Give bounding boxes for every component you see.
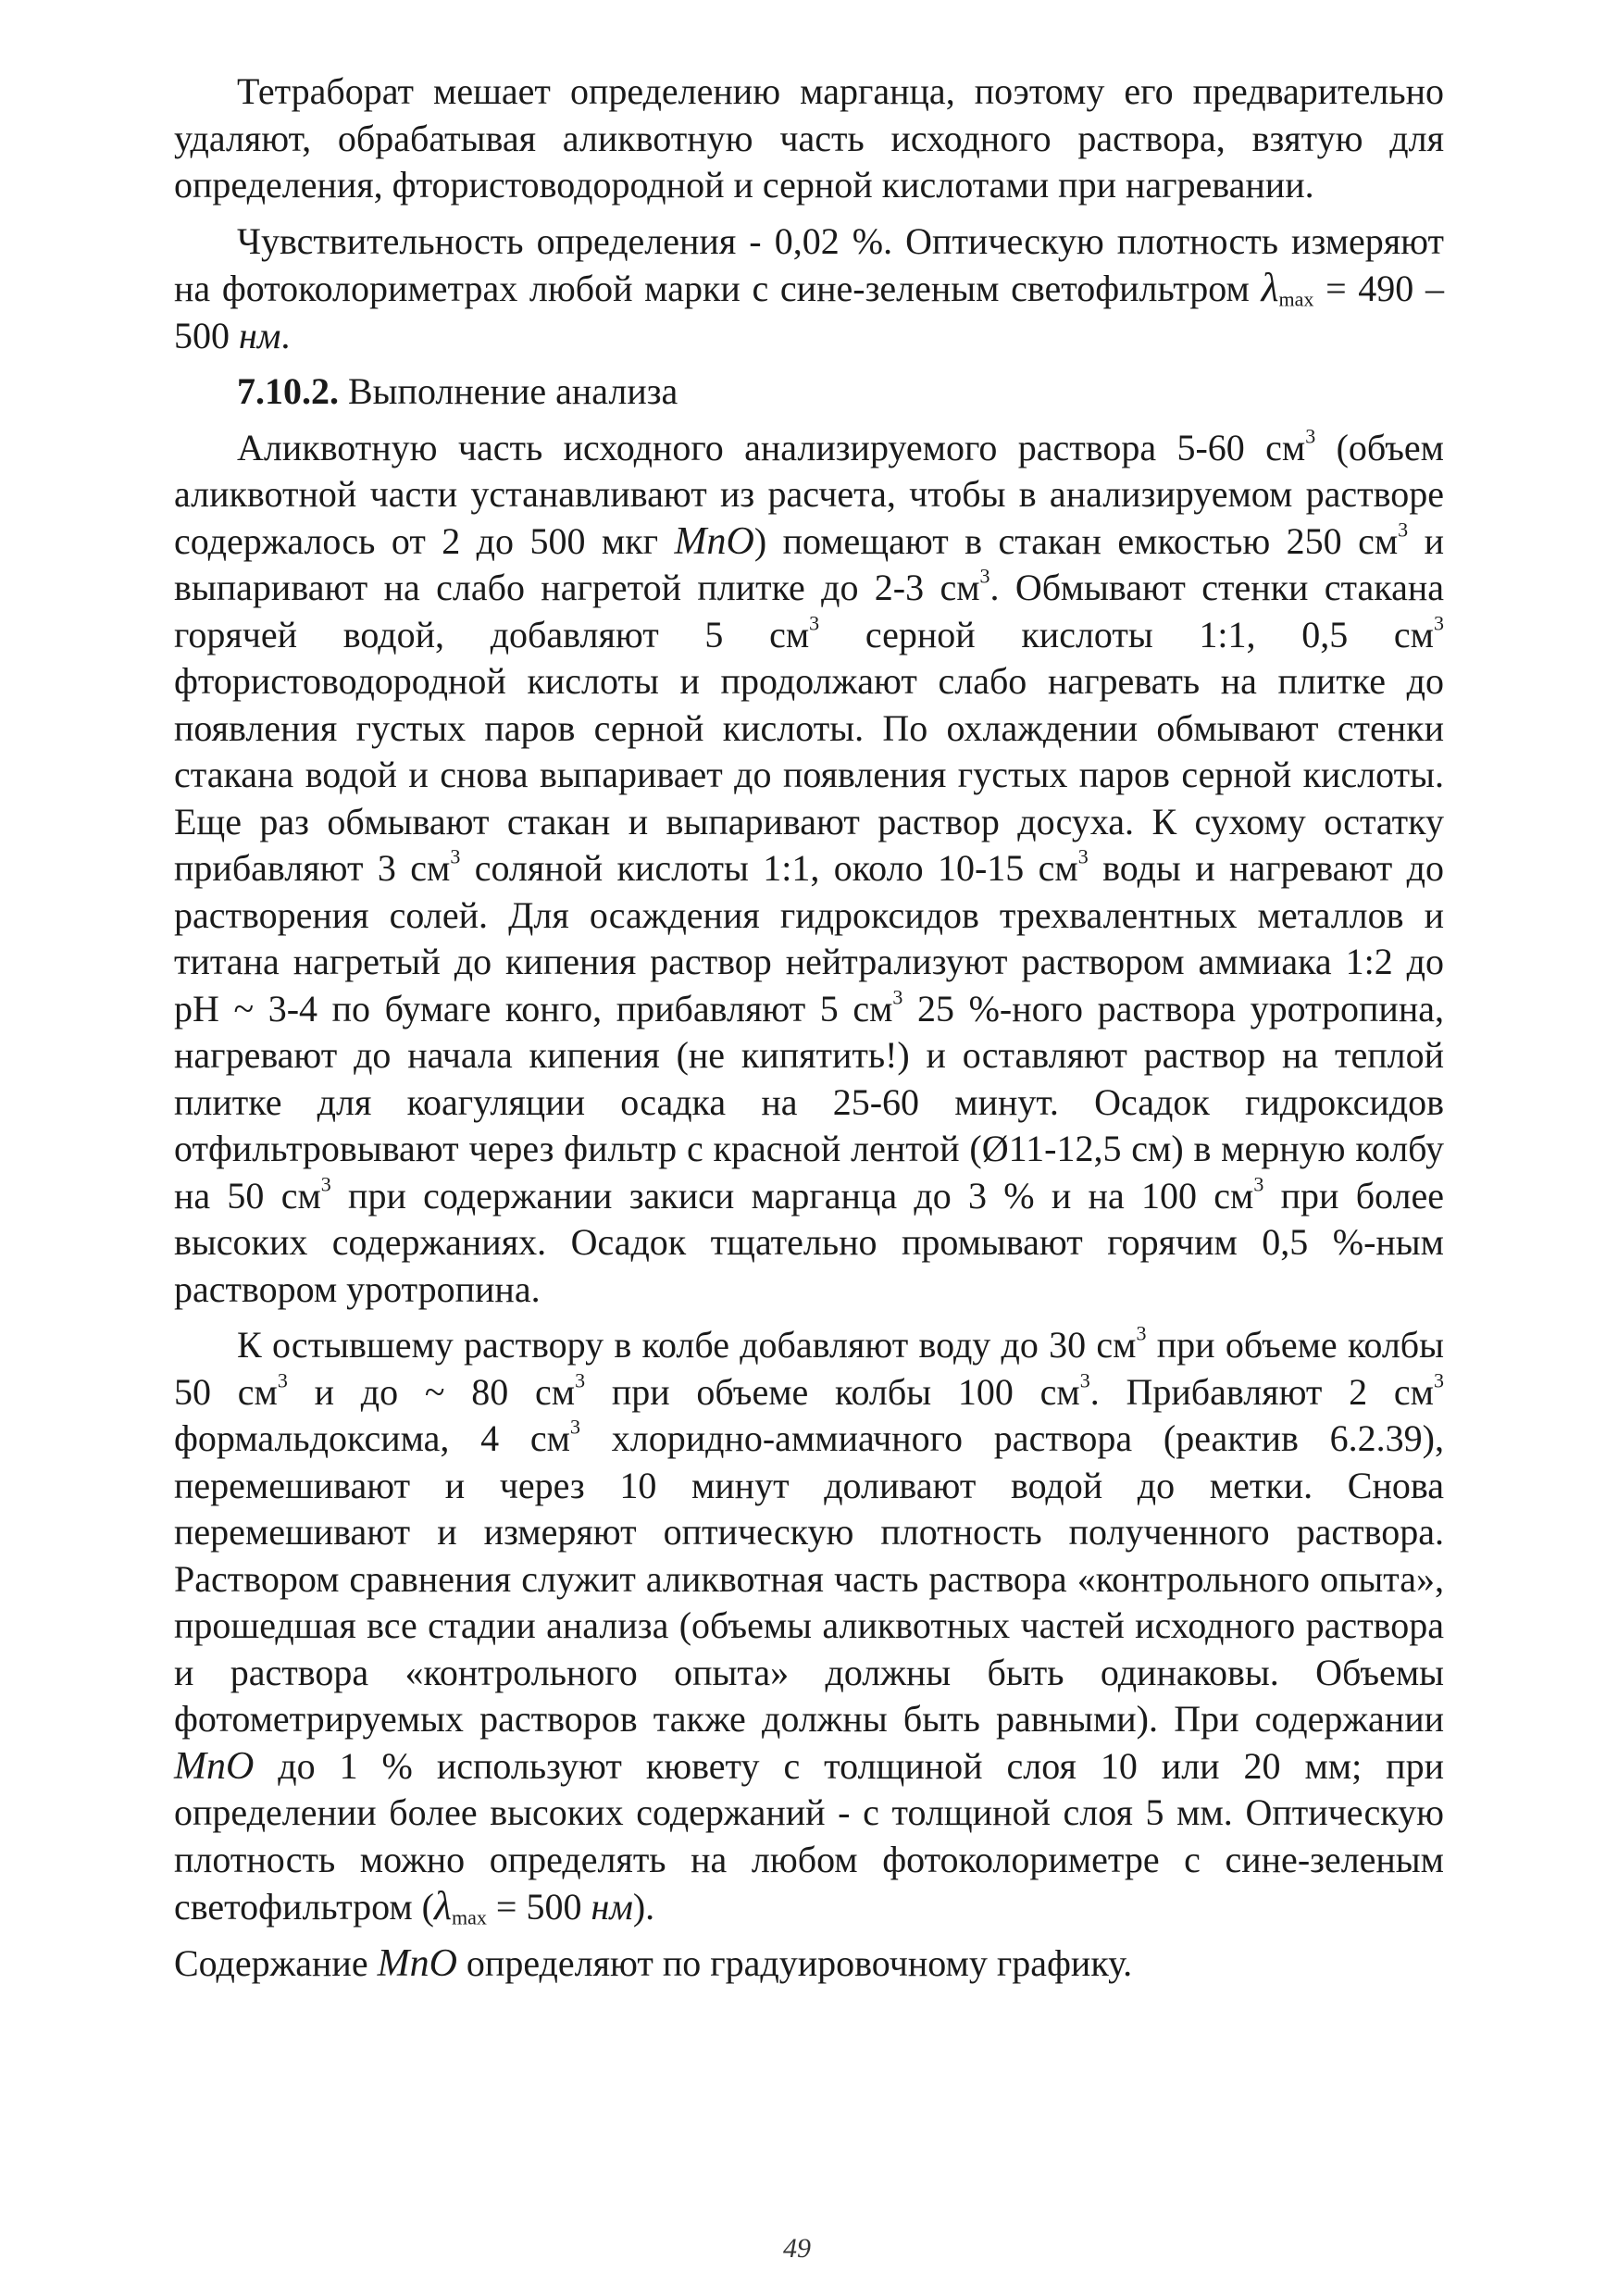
text-run: соляной кислоты 1:1, около 10-15 см [460,847,1078,889]
lambda-symbol: λ [433,1883,453,1928]
formula-mno: MnO [377,1941,457,1985]
superscript: 3 [320,1171,331,1195]
superscript: 3 [575,1367,586,1391]
text-run: К остывшему раствору в колбе добавляют воду до 30 см [237,1324,1137,1366]
unit-nm: нм [591,1886,633,1928]
paragraph-procedure [174,425,1444,1314]
text-run: . Обмывают стенки стакана горячей водой, добавляют 5 см [174,567,1444,655]
paragraph-text: Тетраборат мешает определению марганца, поэтому его предварительно удаляют, обрабатывая аликвотную часть исходного раствора, взятую для определения, фтористоводородной и серной кислотами при нагревании. [174,70,1444,206]
lambda-subscript: max [1278,287,1314,311]
lambda-subscript: max [452,1905,487,1929]
text-run: Содержание [174,1941,378,1984]
superscript: 3 [1253,1171,1264,1195]
text-run: при объеме колбы 50 см [174,1324,1445,1413]
punctuation: ). [632,1886,655,1928]
wavelength-range: = 490 – 500 [174,268,1444,356]
unit-nm: нм [239,314,281,356]
section-heading [174,368,1444,416]
text-run: и выпаривают на слабо нагретой плитке до 2-3 см [174,519,1445,608]
wavelength-value: = 500 [486,1886,591,1928]
paragraph-sensitivity [174,218,1444,360]
superscript: 3 [569,1415,580,1439]
superscript: 3 [450,844,461,868]
document-page [174,69,1444,1987]
text-run: серной кислоты 1:1, 0,5 см [819,613,1434,655]
text-run: фтористоводородной кислоты и продолжают слабо нагревать на плитке до появления густых паров серной кислоты. По охлаждении обмывают стенки стакана водой и снова выпаривает до появления густых паров серной кислоты. Еще раз обмывают стакан и выпаривают раствор досуха. К сухому остатку прибавляют 3 см [174,660,1444,889]
superscript: 3 [1079,1367,1090,1391]
text-run: при объеме колбы 100 см [585,1370,1080,1413]
formula-mno: MnO [674,519,754,563]
paragraph-measurement [174,1322,1444,1931]
formula-mno: MnO [174,1744,255,1788]
text-run: (объем аликвотной части устанавливают из расчета, чтобы в анализируемом растворе содержалось от 2 до 500 мкг [174,426,1444,562]
superscript: 3 [1077,844,1089,868]
page-number: 49 [783,2233,811,2264]
text-run: при более высоких содержаниях. Осадок тщательно промывают горячим 0,5 %-ным раствором уротропина. [174,1174,1444,1310]
superscript: 3 [1305,423,1316,447]
section-number: 7.10.2. [237,370,339,412]
superscript: 3 [809,610,820,634]
text-run: и до ~ 80 см [287,1370,576,1413]
superscript: 3 [1398,517,1409,541]
superscript: 3 [1434,610,1444,634]
paragraph-tetraborate [174,69,1444,209]
superscript: 3 [277,1367,288,1391]
superscript: 3 [892,984,903,1008]
text-run: при содержании закиси марганца до 3 % и на 100 см [330,1174,1254,1217]
text-run: формальдоксима, 4 см [174,1417,570,1459]
superscript: 3 [1433,1367,1444,1391]
text-run: определяют по градуировочному графику. [456,1941,1133,1984]
text-run: 25 %-ного раствора уротропина, нагревают до начала кипения (не кипятить!) и оставляют раствор на теплой плитке для коагуляции осадка на 25-60 минут. Осадок гидроксидов отфильтровывают через фильтр с красной лентой (Ø11-12,5 см) в мерную колбу на 50 см [174,987,1444,1217]
section-title: Выполнение анализа [339,370,678,412]
superscript: 3 [1136,1321,1147,1345]
text-run: воды и нагревают до растворения солей. Для осаждения гидроксидов трехвалентных металлов и титана нагретый до кипения раствор нейтрализуют раствором аммиака 1:2 до pH ~ 3-4 по бумаге конго, прибавляют 5 см [174,847,1444,1029]
text-run: ) помещают в стакан емкостью 250 см [753,519,1399,562]
text-run: Аликвотную часть исходного анализируемого раствора 5-60 см [237,426,1306,468]
punctuation: . [280,314,291,356]
text-run: до 1 % используют кювету с толщиной слоя 10 или 20 мм; при определении более высоких содержаний - с толщиной слоя 5 мм. Оптическую плотность можно определять на любом фотоколориметре с сине-зеленым светофильтром ( [174,1744,1444,1928]
lambda-symbol: λ [1261,265,1279,310]
paragraph-content [174,1940,1444,1988]
text-run: хлоридно-аммиачного раствора (реактив 6.2.39), перемешивают и через 10 минут доливают водой до метки. Снова перемешивают и измеряют оптическую плотность полученного раствора. Раствором сравнения служит аликвотная часть раствора «контрольного опыта», прошедшая все стадии анализа (объемы аликвотных частей исходного раствора и раствора «контрольного опыта» должны быть одинаковы. Объемы фотометрируемых растворов также должны быть равными). При содержании [174,1417,1444,1740]
superscript: 3 [979,564,990,588]
paragraph-text: Чувствительность определения - 0,02 %. Оптическую плотность измеряют на фотоколориметрах любой марки с сине-зеленым светофильтром [174,219,1444,309]
text-run: . Прибавляют 2 см [1089,1370,1434,1413]
